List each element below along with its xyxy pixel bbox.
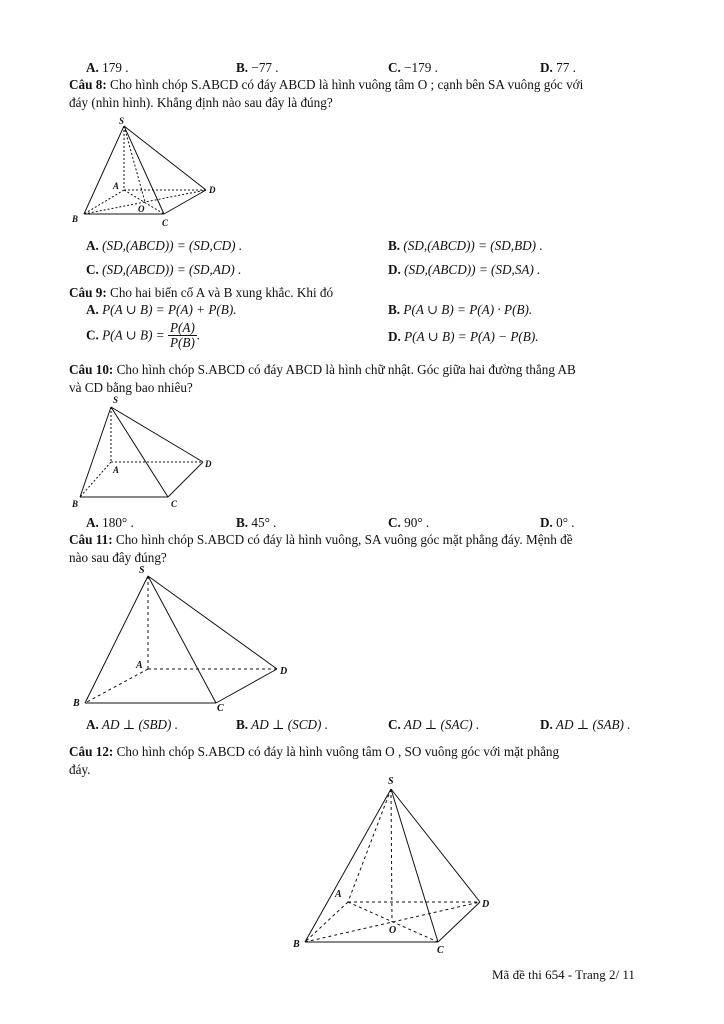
q8-stem-line1: Câu 8: Cho hình chóp S.ABCD có đáy ABCD là hình vuông tâm O ; cạnh bên SA vuông góc với [69, 77, 584, 92]
q9-option-c: C. P(A ∪ B) = $\frac{P(A)}{P(B)}$ . [86, 320, 201, 350]
q11-option-d: D. AD ⊥ (SAB) . [540, 717, 631, 732]
q10-option-c: C. 90° . [388, 515, 430, 530]
q12-label-s: S [388, 776, 394, 787]
q11-label-s: S [139, 565, 145, 576]
q11-pyramid-figure [68, 562, 298, 712]
q8-option-c: C. (SD,(ABCD)) = (SD,AD) . [86, 262, 242, 277]
q12-stem-line2: đáy. [69, 762, 91, 777]
q9-option-d: D. P(A ∪ B) = P(A) − P(B). [388, 329, 539, 344]
q9-option-c-fraction: $\frac{P(A)}{P(B)}$ [169, 320, 195, 350]
page-footer: Mã đề thi 654 - Trang 2/ 11 [492, 967, 635, 982]
q7-option-b: B. −77 . [236, 60, 279, 75]
q8-label-o: O [138, 204, 145, 214]
q10-label-a: A [113, 465, 120, 475]
q12-label-o: O [389, 925, 397, 936]
q11-option-c: C. AD ⊥ (SAC) . [388, 717, 480, 732]
q11-option-a: A. AD ⊥ (SBD) . [86, 717, 179, 732]
q10-label-d: D [205, 459, 212, 469]
q8-label-b: B [72, 214, 79, 224]
q10-label-b: B [72, 499, 79, 509]
q12-label-d: D [482, 899, 490, 910]
q7-option-a: A. 179 . [86, 60, 129, 75]
q11-label-d: D [280, 666, 288, 677]
q11-option-b: B. AD ⊥ (SCD) . [236, 717, 329, 732]
q8-option-b: B. (SD,(ABCD)) = (SD,BD) . [388, 238, 543, 253]
q9-stem: Câu 9: Cho hai biến cố A và B xung khắc. Khi đó [69, 285, 334, 300]
q8-option-d: D. (SD,(ABCD)) = (SD,SA) . [388, 262, 541, 277]
q10-stem-line2: và CD bằng bao nhiêu? [69, 380, 193, 395]
q8-label-c: C [162, 218, 169, 228]
q8-pyramid-figure [68, 112, 228, 232]
q11-label-b: B [73, 698, 80, 709]
q10-option-a: A. 180° . [86, 515, 134, 530]
q8-label-s: S [119, 116, 125, 126]
q8-label-d: D [209, 185, 216, 195]
q10-label-c: C [171, 499, 178, 509]
q10-stem-line1: Câu 10: Cho hình chóp S.ABCD có đáy ABCD là hình chữ nhật. Góc giữa hai đường thẳng AB [69, 362, 576, 377]
q8-label-a: A [113, 181, 120, 191]
q12-label-a: A [335, 889, 342, 900]
q7-option-d: D. 77 . [540, 60, 576, 75]
q8-option-a: A. (SD,(ABCD)) = (SD,CD) . [86, 238, 243, 253]
q10-label-s: S [113, 395, 119, 405]
q7-option-c: C. −179 . [388, 60, 438, 75]
q12-pyramid-figure [288, 770, 498, 960]
q12-label-c: C [437, 945, 444, 956]
q12-stem-line1: Câu 12: Cho hình chóp S.ABCD có đáy là hình vuông tâm O , SO vuông góc với mặt phẳng [69, 744, 560, 759]
q11-stem-line1: Câu 11: Cho hình chóp S.ABCD có đáy là hình vuông, SA vuông góc mặt phẳng đáy. Mệnh đề [69, 532, 573, 547]
q9-option-b: B. P(A ∪ B) = P(A) · P(B). [388, 302, 533, 317]
q10-option-d: D. 0° . [540, 515, 575, 530]
q9-option-a: A. P(A ∪ B) = P(A) + P(B). [86, 302, 237, 317]
q8-stem-line2: đáy (nhìn hình). Khẳng định nào sau đây là đúng? [69, 95, 333, 110]
q11-label-a: A [136, 660, 143, 671]
q11-label-c: C [217, 703, 224, 712]
q10-option-b: B. 45° . [236, 515, 277, 530]
q12-label-b: B [293, 939, 300, 950]
q10-pyramid-figure [68, 395, 228, 515]
q11-stem-line2: nào sau đây đúng? [69, 550, 167, 565]
